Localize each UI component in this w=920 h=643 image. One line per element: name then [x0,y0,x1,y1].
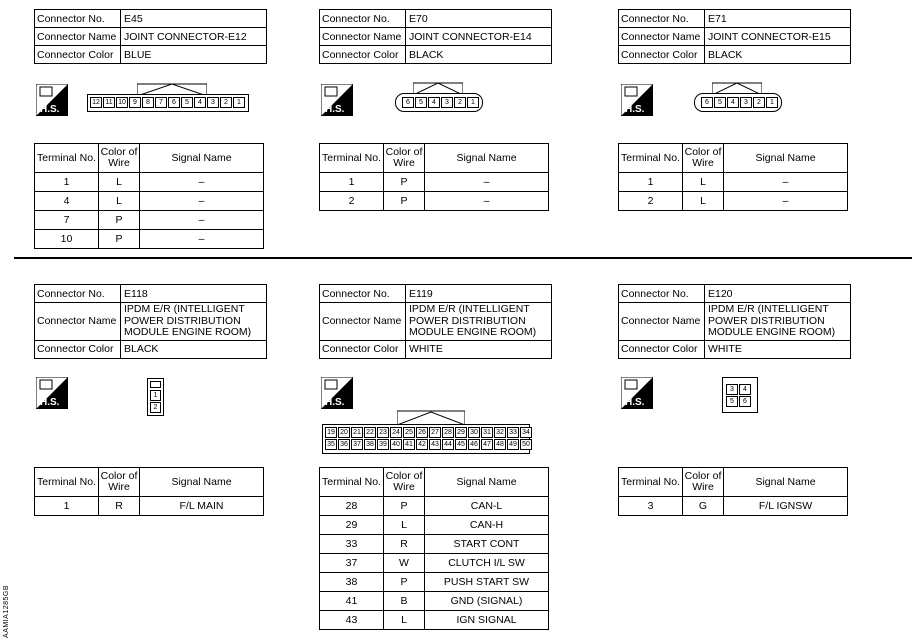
connector-no-label: Connector No. [619,10,705,28]
terminal-no: 41 [320,592,384,611]
pin: 27 [429,427,441,438]
connector-name-label: Connector Name [35,303,121,341]
harness-side-icon [36,84,68,116]
terminal-no: 1 [320,173,384,192]
pin: 3 [740,97,752,108]
table-row [619,192,848,211]
table-row [35,230,264,249]
connector-color-label: Connector Color [619,46,705,64]
hs-label: H.S. [40,397,60,408]
signal-name: PUSH START SW [425,573,549,592]
pin: 45 [455,439,467,450]
connector-name-label: Connector Name [35,28,121,46]
pin: 12 [90,97,102,108]
connector-info-table [34,9,267,64]
connector-color-value: BLACK [121,340,267,358]
pin: 46 [468,439,480,450]
pin: 23 [377,427,389,438]
signal-name: – [724,192,848,211]
signal-name: – [140,192,264,211]
connector-info-table [618,284,851,359]
connector-color-label: Connector Color [35,340,121,358]
wire-color: P [384,192,425,211]
connector-color-value: BLUE [121,46,267,64]
wire-color: L [384,611,425,630]
terminal-table [34,143,264,249]
table-row [320,554,549,573]
wire-color: P [384,573,425,592]
connector-name-value: IPDM E/R (INTELLIGENT POWER DISTRIBUTION MODULE ENGINE ROOM) [121,303,267,341]
terminal-no: 10 [35,230,99,249]
terminal-no: 33 [320,535,384,554]
connector-no-value: E119 [406,285,552,303]
pin: 6 [739,396,751,407]
connector-color-value: BLACK [406,46,552,64]
connector-color-value: WHITE [705,340,851,358]
connector-name-value: JOINT CONNECTOR-E12 [121,28,267,46]
terminal-table [319,143,549,211]
connector-info-table [618,9,851,64]
connector-name-label: Connector Name [619,28,705,46]
pin-row [90,97,246,108]
connector-name-label: Connector Name [619,303,705,341]
pin: 50 [520,439,532,450]
connector-no-label: Connector No. [35,10,121,28]
hs-label: H.S. [625,104,645,115]
terminal-no: 37 [320,554,384,573]
pin: 37 [351,439,363,450]
connector-E70 [319,9,552,64]
pin: 44 [442,439,454,450]
wire-color: G [683,497,724,516]
table-row [320,611,549,630]
connector-E119 [319,284,552,359]
pin: 32 [494,427,506,438]
table-row [619,497,848,516]
connector-no-label: Connector No. [619,285,705,303]
terminal-no: 28 [320,497,384,516]
terminal-no: 43 [320,611,384,630]
wire-color: L [683,173,724,192]
connector-no-label: Connector No. [320,10,406,28]
signal-name: CAN-L [425,497,549,516]
pin: 26 [416,427,428,438]
signal-name: – [140,211,264,230]
wire-color-header: Color of Wire [384,144,425,173]
pin: 20 [338,427,350,438]
pin: 1 [150,390,161,401]
wire-color: R [99,497,140,516]
pin: 31 [481,427,493,438]
pin: 36 [338,439,350,450]
connector-color-value: WHITE [406,340,552,358]
terminal-no: 29 [320,516,384,535]
pin: 35 [325,439,337,450]
pin: 5 [415,97,427,108]
wire-color-header: Color of Wire [99,144,140,173]
wire-color: P [384,497,425,516]
signal-name: START CONT [425,535,549,554]
pin: 40 [390,439,402,450]
signal-name: CAN-H [425,516,549,535]
pin: 42 [416,439,428,450]
connector-no-value: E71 [705,10,851,28]
section-divider [14,257,912,259]
table-row [35,497,264,516]
connector-name-label: Connector Name [320,303,406,341]
pin: 7 [155,97,167,108]
terminal-no-header: Terminal No. [35,468,99,497]
pin: 24 [390,427,402,438]
connector-no-value: E70 [406,10,552,28]
wire-color: W [384,554,425,573]
terminal-table [618,143,848,211]
signal-name-header: Signal Name [140,144,264,173]
signal-name: CLUTCH I/L SW [425,554,549,573]
terminal-table [618,467,848,516]
pin: 2 [454,97,466,108]
connector-name-value: JOINT CONNECTOR-E14 [406,28,552,46]
signal-name: – [140,173,264,192]
terminal-no-header: Terminal No. [619,468,683,497]
wire-color: P [99,211,140,230]
pin-column [150,390,162,413]
pin: 11 [103,97,115,108]
connector-color-value: BLACK [705,46,851,64]
terminal-no: 7 [35,211,99,230]
wire-color-header: Color of Wire [683,468,724,497]
connector-name-label: Connector Name [320,28,406,46]
harness-side-icon [36,377,68,409]
connector-name-value: JOINT CONNECTOR-E15 [705,28,851,46]
wire-color: P [384,173,425,192]
pin: 1 [233,97,245,108]
pin: 6 [168,97,180,108]
table-row [320,592,549,611]
pin: 2 [150,402,161,413]
pin: 9 [129,97,141,108]
pin: 2 [753,97,765,108]
wire-color: L [99,173,140,192]
pin: 29 [455,427,467,438]
wire-color: L [99,192,140,211]
signal-name: F/L IGNSW [724,497,848,516]
harness-side-icon [621,377,653,409]
harness-side-icon [621,84,653,116]
terminal-no-header: Terminal No. [619,144,683,173]
pin: 33 [507,427,519,438]
pin: 19 [325,427,337,438]
signal-name: GND (SIGNAL) [425,592,549,611]
terminal-no: 1 [35,497,99,516]
connector-no-value: E120 [705,285,851,303]
wire-color: L [384,516,425,535]
pin: 21 [351,427,363,438]
pin: 28 [442,427,454,438]
table-row [35,211,264,230]
signal-name-header: Signal Name [140,468,264,497]
pin-row [325,427,533,438]
signal-name: – [425,173,549,192]
connector-no-label: Connector No. [35,285,121,303]
pin-row [402,97,480,108]
signal-name: – [140,230,264,249]
hs-label: H.S. [625,397,645,408]
harness-side-icon [321,84,353,116]
table-row [35,173,264,192]
pin-row [325,439,533,450]
terminal-table [34,467,264,516]
signal-name: – [724,173,848,192]
pin: 48 [494,439,506,450]
terminal-no: 2 [619,192,683,211]
pin: 5 [181,97,193,108]
connector-E120 [618,284,851,359]
pin: 6 [701,97,713,108]
wire-color: R [384,535,425,554]
pin: 4 [727,97,739,108]
connector-info-table [34,284,267,359]
pin: 47 [481,439,493,450]
signal-name-header: Signal Name [425,468,549,497]
signal-name-header: Signal Name [425,144,549,173]
figure-code: AAMIA1285GB [3,585,10,638]
table-row [320,573,549,592]
signal-name-header: Signal Name [724,144,848,173]
pin: 10 [116,97,128,108]
table-row [619,173,848,192]
connector-color-label: Connector Color [619,340,705,358]
pin: 1 [766,97,778,108]
table-row [320,516,549,535]
pin-row [701,97,779,108]
pin: 3 [207,97,219,108]
connector-no-value: E45 [121,10,267,28]
connector-name-value: IPDM E/R (INTELLIGENT POWER DISTRIBUTION MODULE ENGINE ROOM) [406,303,552,341]
terminal-no: 4 [35,192,99,211]
signal-name: IGN SIGNAL [425,611,549,630]
table-row [320,535,549,554]
pin: 4 [428,97,440,108]
signal-name: F/L MAIN [140,497,264,516]
pin: 4 [194,97,206,108]
connector-no-label: Connector No. [320,285,406,303]
connector-info-table [319,9,552,64]
hs-label: H.S. [325,397,345,408]
connector-name-value: IPDM E/R (INTELLIGENT POWER DISTRIBUTION MODULE ENGINE ROOM) [705,303,851,341]
pin: 38 [364,439,376,450]
connector-E45 [34,9,267,64]
connector-color-label: Connector Color [35,46,121,64]
table-row [320,173,549,192]
wire-color-header: Color of Wire [683,144,724,173]
pin: 30 [468,427,480,438]
pin-row [726,384,752,395]
terminal-no: 38 [320,573,384,592]
wire-color-header: Color of Wire [99,468,140,497]
pin: 43 [429,439,441,450]
pin: 3 [726,384,738,395]
pin: 39 [377,439,389,450]
pin: 4 [739,384,751,395]
signal-name: – [425,192,549,211]
connector-no-value: E118 [121,285,267,303]
pin: 3 [441,97,453,108]
wire-color-header: Color of Wire [384,468,425,497]
terminal-table [319,467,549,630]
table-row [35,192,264,211]
pin-row [726,396,752,407]
table-row [320,192,549,211]
pin: 8 [142,97,154,108]
wire-color: P [99,230,140,249]
connector-color-label: Connector Color [320,46,406,64]
connector-info-table [319,284,552,359]
pin: 49 [507,439,519,450]
terminal-no-header: Terminal No. [35,144,99,173]
terminal-no: 1 [35,173,99,192]
pin: 41 [403,439,415,450]
table-row [320,497,549,516]
terminal-no: 3 [619,497,683,516]
pin: 25 [403,427,415,438]
connector-E118 [34,284,267,359]
terminal-no: 1 [619,173,683,192]
connector-color-label: Connector Color [320,340,406,358]
signal-name-header: Signal Name [724,468,848,497]
hs-label: H.S. [325,104,345,115]
terminal-no-header: Terminal No. [320,468,384,497]
terminal-no-header: Terminal No. [320,144,384,173]
pin: 2 [220,97,232,108]
terminal-no: 2 [320,192,384,211]
wire-color: L [683,192,724,211]
pin: 5 [714,97,726,108]
pin: 34 [520,427,532,438]
pin: 1 [467,97,479,108]
harness-side-icon [321,377,353,409]
hs-label: H.S. [40,104,60,115]
pin: 22 [364,427,376,438]
wire-color: B [384,592,425,611]
connector-E71 [618,9,851,64]
pin: 6 [402,97,414,108]
pin: 5 [726,396,738,407]
